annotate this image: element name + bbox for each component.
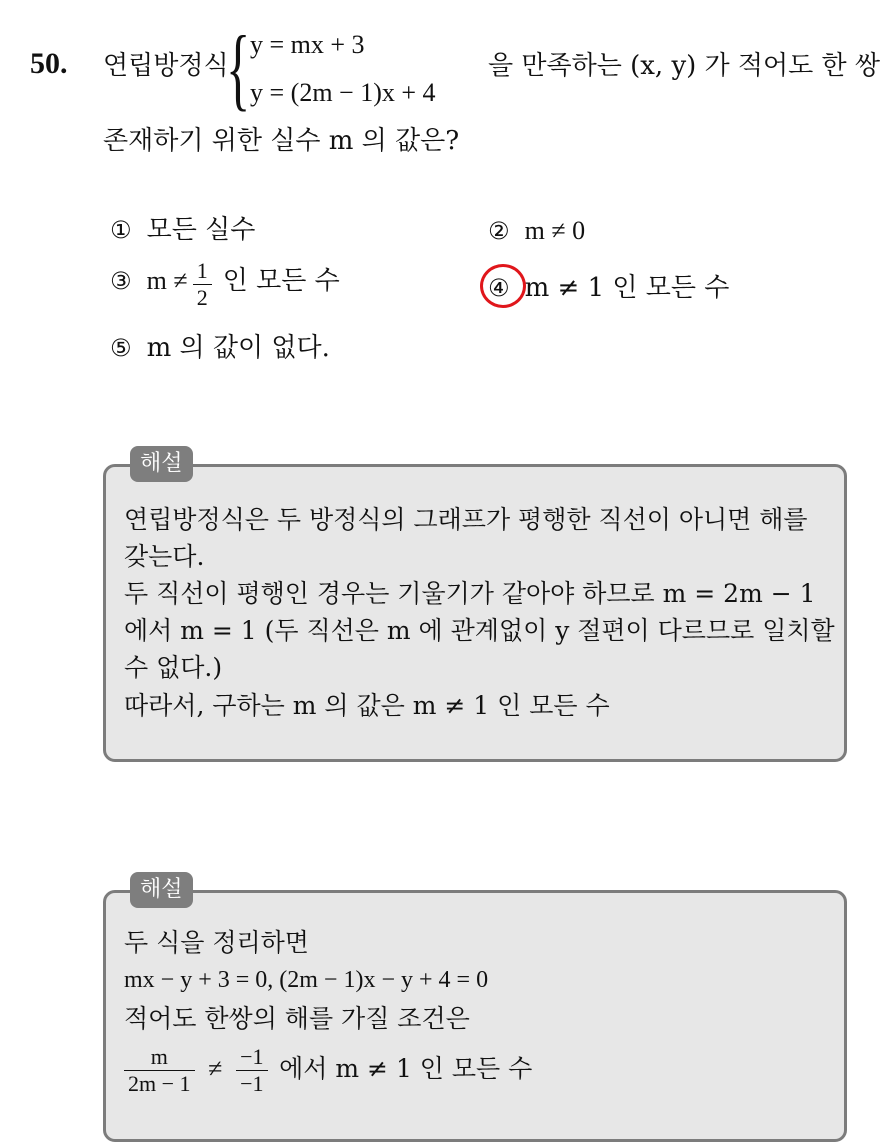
explanation-1-line-5: 수 없다.) xyxy=(124,653,223,682)
explanation-tag-2: 해설 xyxy=(130,872,193,908)
choice-2[interactable] xyxy=(488,216,585,246)
condition-conclusion: 에서 m ≠ 1 인 모든 수 xyxy=(279,1054,533,1083)
choice-3-text-pre: m ≠ xyxy=(146,266,188,295)
choice-2-text: m ≠ 0 xyxy=(524,216,586,245)
choice-3[interactable] xyxy=(110,258,340,311)
explanation-1-line-4: 에서 m = 1 (두 직선은 m 에 관계없이 y 절편이 다르므로 일치할 xyxy=(124,616,835,645)
explanation-2-line-2: mx − y + 3 = 0, (2m − 1)x − y + 4 = 0 xyxy=(124,967,489,993)
equation-1: y = mx + 3 xyxy=(250,30,365,59)
choice-1-text: 모든 실수 xyxy=(146,215,256,245)
choice-1-mark: ① xyxy=(110,216,132,244)
choice-5[interactable] xyxy=(110,334,330,362)
condition-frac-1-num: m xyxy=(150,1044,168,1069)
explanation-1-line-2: 갖는다. xyxy=(124,542,205,571)
condition-frac-2-num: −1 xyxy=(240,1044,264,1069)
condition-neq: ≠ xyxy=(208,1054,223,1083)
choice-2-mark: ② xyxy=(488,217,510,245)
explanation-1-line-3: 두 직선이 평행인 경우는 기울기가 같아야 하므로 m = 2m − 1 xyxy=(124,579,816,608)
choice-5-mark: ⑤ xyxy=(110,334,132,362)
explanation-tag-1: 해설 xyxy=(130,446,193,482)
explanation-2-line-1: 두 식을 정리하면 xyxy=(124,928,309,957)
condition-frac-1-den: 2m − 1 xyxy=(124,1070,195,1097)
question-prefix: 연립방정식 xyxy=(103,51,229,81)
choice-3-fraction xyxy=(193,258,212,311)
choice-3-mark: ③ xyxy=(110,267,132,295)
choice-4-mark: ④ xyxy=(488,274,510,302)
choice-3-frac-num: 1 xyxy=(196,258,208,283)
answer-circle-mark xyxy=(480,264,526,308)
question-suffix: 을 만족하는 (x, y) 가 적어도 한 쌍 xyxy=(488,51,881,81)
explanation-1-line-1: 연립방정식은 두 방정식의 그래프가 평행한 직선이 아니면 해를 xyxy=(124,505,808,534)
condition-frac-1 xyxy=(124,1044,195,1097)
equation-2: y = (2m − 1)x + 4 xyxy=(250,78,436,107)
choice-5-text: m 의 값이 없다. xyxy=(146,333,330,363)
condition-frac-2 xyxy=(236,1044,267,1097)
question-line-2: 존재하기 위한 실수 m 의 값은? xyxy=(103,126,460,156)
choice-3-text-post: 인 모든 수 xyxy=(222,266,340,296)
choice-1[interactable] xyxy=(110,216,255,244)
question-number: 50. xyxy=(30,47,68,80)
explanation-2-condition xyxy=(124,1044,532,1097)
system-brace: { xyxy=(226,17,251,119)
choice-4-text: m ≠ 1 인 모든 수 xyxy=(524,273,730,303)
condition-frac-2-den: −1 xyxy=(236,1070,267,1097)
explanation-2-line-3: 적어도 한쌍의 해를 가질 조건은 xyxy=(124,1004,470,1033)
explanation-1-line-6: 따라서, 구하는 m 의 값은 m ≠ 1 인 모든 수 xyxy=(124,691,610,720)
choice-3-frac-den: 2 xyxy=(193,284,212,311)
